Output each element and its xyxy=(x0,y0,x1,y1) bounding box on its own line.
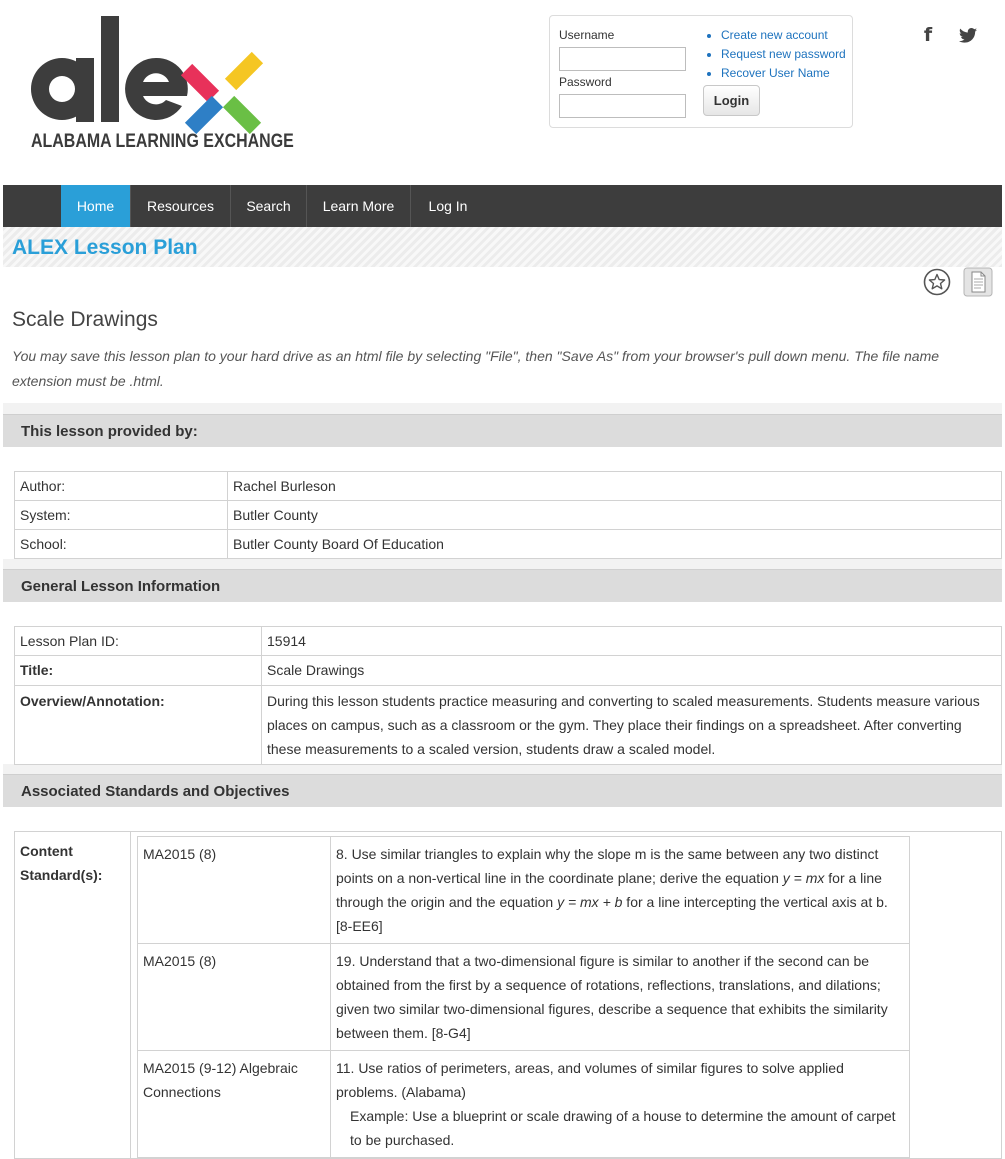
login-button[interactable]: Login xyxy=(703,85,760,116)
standard-text-main: 11. Use ratios of perimeters, areas, and volumes of similar figures to solve applied problems. (Alabama) xyxy=(336,1060,844,1100)
request-password-link[interactable]: Request new password xyxy=(721,47,846,61)
table-row xyxy=(15,530,1002,559)
provided-by-header: This lesson provided by: xyxy=(3,414,1002,447)
username-label: Username xyxy=(559,28,615,42)
lesson-id-value: 15914 xyxy=(262,627,1002,656)
main-nav xyxy=(3,185,1002,227)
standard-code: MA2015 (8) xyxy=(138,837,331,944)
table-row xyxy=(15,472,1002,501)
overview-value: During this lesson students practice measuring and converting to scaled measurements. Students measure various places on campus, such as a classroom or the gym. They place their findings on a spreadsheet. After converting these measurements to a scaled version, students draw a scaled model. xyxy=(262,686,1002,765)
nav-search[interactable]: Search xyxy=(231,185,307,227)
overview-label: Overview/Annotation: xyxy=(15,686,262,765)
save-instructions: You may save this lesson plan to your hard drive as an html file by selecting "File", then "Save As" from your browser's pull down menu. The file name extension must be .html. xyxy=(12,348,940,389)
table-row xyxy=(138,837,910,944)
system-value: Butler County xyxy=(228,501,1002,530)
standard-text: 19. Understand that a two-dimensional figure is similar to another if the second can be obtained from the first by a sequence of rotations, reflections, translations, and dilations; given two similar two-dimensional figures, describe a sequence that exhibits the similarity between them. [8-G4] xyxy=(331,944,910,1051)
school-label: School: xyxy=(15,530,228,559)
table-row xyxy=(15,656,1002,686)
author-value: Rachel Burleson xyxy=(228,472,1002,501)
standards-header: Associated Standards and Objectives xyxy=(3,774,1002,807)
banner-title: ALEX Lesson Plan xyxy=(12,236,198,259)
facebook-icon[interactable] xyxy=(917,24,939,46)
table-row xyxy=(138,944,910,1051)
standards-outer-table xyxy=(14,831,1002,1159)
nav-learn-more[interactable]: Learn More xyxy=(307,185,411,227)
school-value: Butler County Board Of Education xyxy=(228,530,1002,559)
nav-log-in[interactable]: Log In xyxy=(428,198,468,214)
page-title: Scale Drawings xyxy=(12,308,158,331)
logo-tagline: ALABAMA LEARNING EXCHANGE xyxy=(31,131,294,152)
content-standards-label: Content Standard(s): xyxy=(15,832,131,1159)
standards-cell xyxy=(131,832,1002,1159)
standard-code: MA2015 (8) xyxy=(138,944,331,1051)
title-value: Scale Drawings xyxy=(262,656,1002,686)
general-info-header: General Lesson Information xyxy=(3,569,1002,602)
lesson-plan-banner xyxy=(3,227,1002,267)
username-input[interactable] xyxy=(559,47,686,71)
create-account-link[interactable]: Create new account xyxy=(721,28,828,42)
password-label: Password xyxy=(559,75,612,89)
lesson-id-label: Lesson Plan ID: xyxy=(15,627,262,656)
twitter-icon[interactable] xyxy=(957,24,979,46)
alex-logo-graphic xyxy=(22,14,272,134)
standard-text-part: for a line intercepting the vertical axis at b. [8-EE6] xyxy=(336,894,888,934)
standard-text-part: for a line through the origin and the equation xyxy=(336,870,882,910)
login-box xyxy=(549,15,853,128)
print-document-icon[interactable] xyxy=(963,267,993,302)
standard-example: Example: Use a blueprint or scale drawing of a house to determine the amount of carpet to be purchased. xyxy=(350,1108,896,1148)
standards-table xyxy=(137,836,910,1158)
general-info-table xyxy=(14,626,1002,765)
password-input[interactable] xyxy=(559,94,686,118)
equation-intercept: y = mx + b xyxy=(557,894,623,910)
standard-text-part: 8. Use similar triangles to explain why the slope m is the same between any two distinct points on a non-vertical line in the coordinate plane; derive the equation xyxy=(336,846,879,886)
title-label: Title: xyxy=(15,656,262,686)
provided-by-table xyxy=(14,471,1002,559)
recover-username-link[interactable]: Recover User Name xyxy=(721,66,830,80)
equation-origin: y = mx xyxy=(782,870,825,886)
document-graphic xyxy=(963,267,993,297)
table-row xyxy=(15,686,1002,765)
facebook-glyph: f xyxy=(923,24,933,46)
system-label: System: xyxy=(15,501,228,530)
standard-text xyxy=(331,837,910,944)
standard-code: MA2015 (9-12) Algebraic Connections xyxy=(138,1051,331,1158)
twitter-bird-graphic xyxy=(959,28,977,43)
nav-home[interactable]: Home xyxy=(61,185,131,227)
nav-resources[interactable]: Resources xyxy=(131,185,231,227)
table-row xyxy=(15,627,1002,656)
account-links xyxy=(705,26,846,83)
table-row xyxy=(15,501,1002,530)
table-row xyxy=(138,1051,910,1158)
author-label: Author: xyxy=(15,472,228,501)
star-graphic xyxy=(923,268,951,296)
table-row xyxy=(15,832,1002,1159)
favorite-star-icon[interactable] xyxy=(923,268,951,301)
standard-text xyxy=(331,1051,910,1158)
